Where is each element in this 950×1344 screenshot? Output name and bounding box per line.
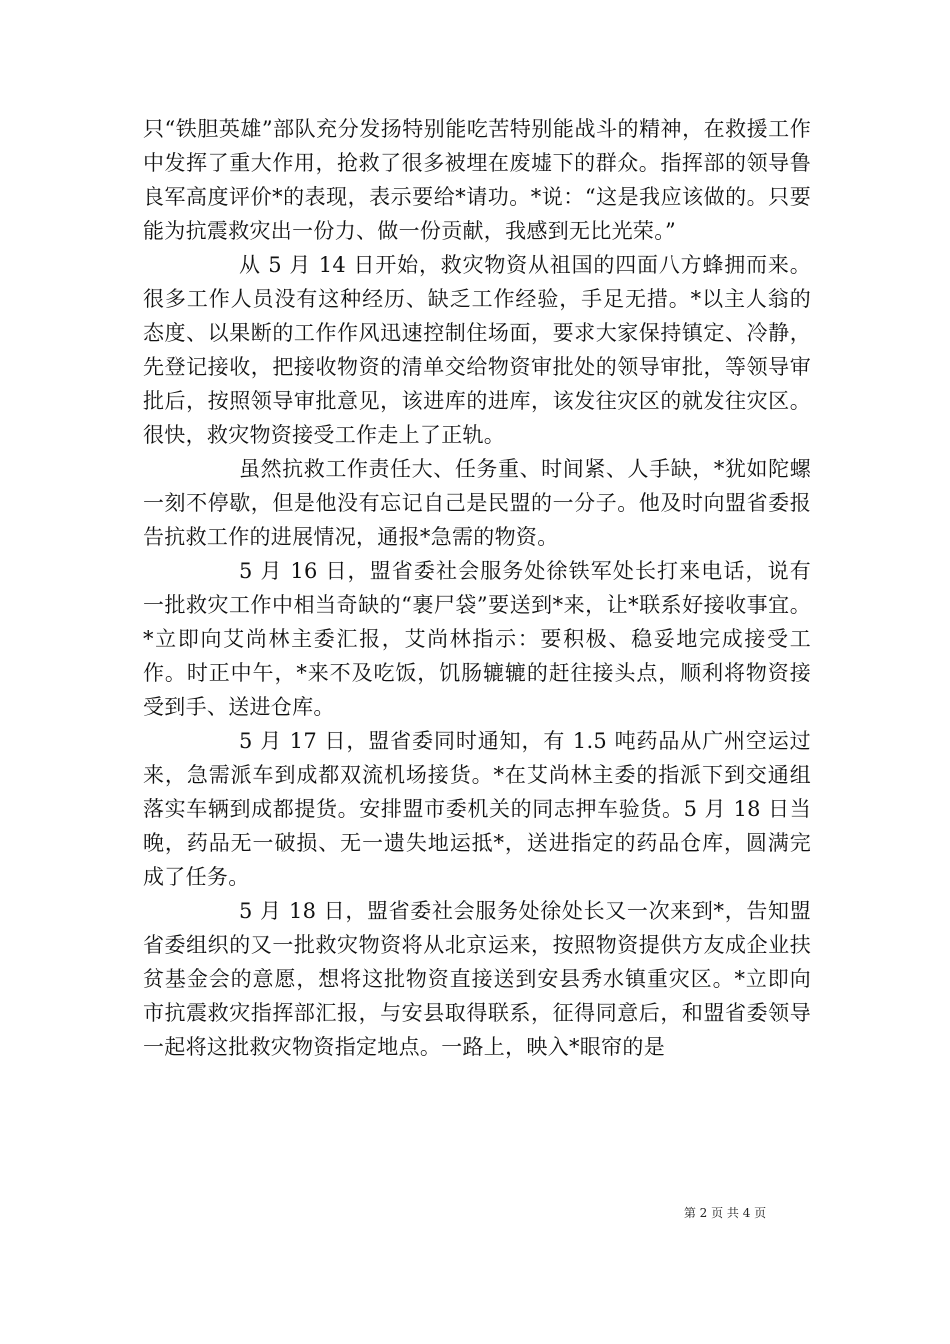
paragraph-1: 只“铁胆英雄”部队充分发扬特别能吃苦特别能战斗的精神，在救援工作中发挥了重大作用，抢救了很多被埋在废墟下的群众。指挥部的领导鲁良军高度评价*的表现，表示要给*请功。*说：“这是我应该做的。只要能为抗震救灾出一份力、做一份贡献，我感到无比光荣。”	[143, 117, 811, 243]
page-number: 第 2 页 共 4 页	[683, 1206, 767, 1220]
paragraph-2: 从 5 月 14 日开始，救灾物资从祖国的四面八方蜂拥而来。很多工作人员没有这种经历、缺乏工作经验，手足无措。*以主人翁的态度、以果断的工作作风迅速控制住场面，要求大家保持镇定、冷静，先登记接收，把接收物资的清单交给物资审批处的领导审批，等领导审批后，按照领导审批意见，该进库的进库，该发往灾区的就发往灾区。很快，救灾物资接受工作走上了正轨。	[143, 253, 811, 447]
page-footer	[0, 1204, 950, 1221]
document-body	[143, 112, 811, 1064]
paragraph-4: 5 月 16 日，盟省委社会服务处徐铁军处长打来电话，说有一批救灾工作中相当奇缺的“裹尸袋”要送到*来，让*联系好接收事宜。*立即向艾尚林主委汇报，艾尚林指示：要积极、稳妥地完成接受工作。时正中午，*来不及吃饭，饥肠辘辘的赶往接头点，顺利将物资接受到手、送进仓库。	[143, 559, 811, 719]
paragraph-3: 虽然抗救工作责任大、任务重、时间紧、人手缺，*犹如陀螺一刻不停歇，但是他没有忘记自己是民盟的一分子。他及时向盟省委报告抗救工作的进展情况，通报*急需的物资。	[143, 457, 811, 549]
paragraph-5: 5 月 17 日，盟省委同时通知，有 1.5 吨药品从广州空运过来，急需派车到成都双流机场接货。*在艾尚林主委的指派下到交通组落实车辆到成都提货。安排盟市委机关的同志押车验货。5 月 18 日当晚，药品无一破损、无一遗失地运抵*，送进指定的药品仓库，圆满完成了任务。	[143, 729, 811, 889]
paragraph-6: 5 月 18 日，盟省委社会服务处徐处长又一次来到*，告知盟省委组织的又一批救灾物资将从北京运来，按照物资提供方友成企业扶贫基金会的意愿，想将这批物资直接送到安县秀水镇重灾区。*立即向市抗震救灾指挥部汇报，与安县取得联系，征得同意后，和盟省委领导一起将这批救灾物资指定地点。一路上，映入*眼帘的是	[143, 899, 811, 1059]
